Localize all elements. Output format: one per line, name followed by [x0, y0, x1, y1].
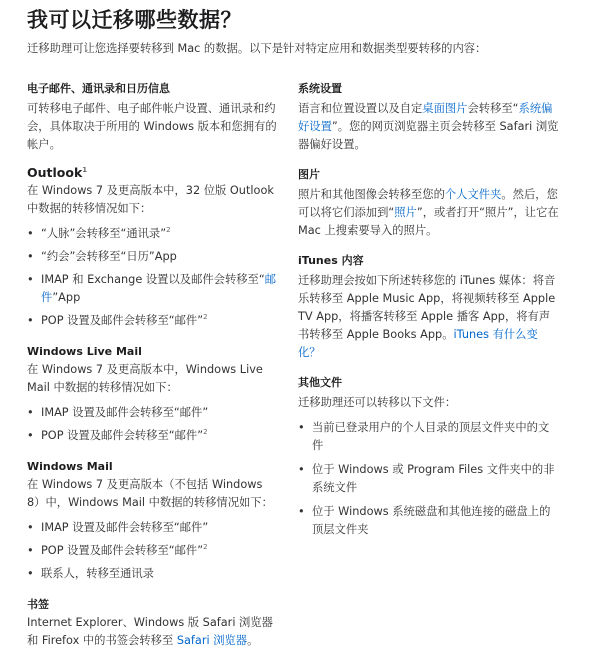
list-item-text: POP 设置及邮件会转移至“邮件” [41, 314, 204, 327]
windows-mail-text: 在 Windows 7 及更高版本（不包括 Windows 8）中，Windows Mail 中数据的转移情况如下： [27, 478, 273, 509]
section-system-settings [298, 80, 560, 154]
list-item-text: POP 设置及邮件会转移至“邮件” [41, 429, 204, 442]
list-item [27, 565, 277, 583]
list-item-text: POP 设置及邮件会转移至“邮件” [41, 544, 204, 557]
intro-text: 迁移助理可让您选择要转移到 Mac 的数据。以下是针对特定应用和数据类型要转移的内容： [27, 42, 487, 55]
text-part: 。然后，您可以将它们添加到“ [298, 188, 558, 219]
bookmarks-text [27, 614, 277, 650]
list-item [27, 225, 277, 243]
list-item-text: IMAP 设置及邮件会转移至“邮件” [41, 406, 209, 419]
safari-link[interactable]: Safari 浏览器 [176, 634, 248, 647]
email-text: 可转移电子邮件、电子邮件帐户设置、通讯录和约会，具体取决于所用的 Windows 版本和您拥有的帐户。 [27, 102, 277, 151]
text-part: 照片和其他图像会转移至您的 [298, 188, 445, 201]
list-item [298, 419, 560, 455]
footnote-mark: 2 [203, 543, 208, 552]
photos-link[interactable]: 照片 [394, 206, 417, 219]
footnote-mark: 2 [166, 226, 171, 235]
outlook-list [27, 225, 277, 330]
text-part: 语言和位置设置以及自定 [298, 102, 423, 115]
live-mail-list [27, 404, 277, 445]
list-item [27, 519, 277, 537]
list-item-text: 位于 Windows 系统磁盘和其他连接的磁盘上的顶层文件夹 [312, 505, 551, 536]
footnote-mark: 2 [203, 428, 208, 437]
section-pictures [298, 166, 560, 240]
section-windows-mail [27, 458, 277, 583]
list-item [27, 312, 277, 330]
list-item-text: 位于 Windows 或 Program Files 文件夹中的非系统文件 [312, 463, 555, 494]
list-item [298, 503, 560, 539]
list-item-text: 联系人，转移至通讯录 [41, 567, 154, 580]
list-item [27, 404, 277, 422]
outlook-text: 在 Windows 7 及更高版本中，32 位版 Outlook 中数据的转移情况如下： [27, 184, 274, 215]
list-item [27, 542, 277, 560]
live-mail-heading: Windows Live Mail [27, 345, 142, 358]
list-item-text: 当前已登录用户的个人目录的顶层文件夹中的文件 [312, 421, 550, 452]
list-item-text: IMAP 和 Exchange 设置以及邮件会转移至“ [41, 273, 265, 286]
section-itunes [298, 252, 560, 362]
left-column [27, 80, 277, 650]
bookmarks-text-pre: Internet Explorer、Windows 版 Safari 浏览器和 Firefox 中的书签会转移至 [27, 616, 273, 647]
other-files-list [298, 419, 560, 539]
email-heading: 电子邮件、通讯录和日历信息 [27, 82, 170, 95]
other-files-heading: 其他文件 [298, 376, 342, 389]
text-part: 会转移至“ [467, 102, 519, 115]
footnote-mark: 2 [203, 313, 208, 322]
list-item-text: ”App [52, 291, 81, 304]
pictures-heading: 图片 [298, 168, 320, 181]
section-bookmarks [27, 596, 277, 650]
bookmarks-text-post: 。 [247, 634, 259, 647]
section-other-files [298, 374, 560, 539]
right-column [298, 80, 560, 539]
pictures-text [298, 186, 560, 240]
system-settings-heading: 系统设置 [298, 82, 342, 95]
itunes-text [298, 272, 560, 362]
itunes-changes-link[interactable]: iTunes 有什么变化？ [298, 328, 538, 359]
list-item [298, 461, 560, 497]
list-item [27, 271, 277, 307]
mail-app-link[interactable]: 邮件 [41, 273, 277, 304]
windows-mail-list [27, 519, 277, 583]
list-item [27, 248, 277, 266]
section-outlook [27, 164, 277, 330]
list-item-text: “人脉”会转移至“通讯录” [41, 227, 167, 240]
outlook-footnote: 1 [82, 165, 88, 174]
section-email [27, 80, 277, 154]
system-preferences-link[interactable]: 系统偏好设置 [298, 102, 553, 133]
desktop-picture-link[interactable]: 桌面图片 [422, 102, 468, 115]
list-item-text: “约会”会转移至“日历”App [41, 250, 177, 263]
itunes-heading: iTunes 内容 [298, 254, 364, 267]
live-mail-text: 在 Windows 7 及更高版本中，Windows Live Mail 中数据的转移情况如下： [27, 363, 263, 394]
itunes-text-body: 迁移助理会按如下所述转移您的 iTunes 媒体：将音乐转移至 Apple Music App，将视频转移至 Apple TV App，将播客转移至 Apple 播客 App，将有声书转移至 Apple Books App。 [298, 274, 556, 341]
home-folder-link[interactable]: 个人文件夹 [444, 188, 502, 201]
text-part: ”。您的网页浏览器主页会转移至 Safari 浏览器偏好设置。 [298, 120, 559, 151]
other-files-text: 迁移助理还可以转移以下文件： [298, 396, 457, 409]
bookmarks-heading: 书签 [27, 598, 49, 611]
system-settings-text [298, 100, 560, 154]
text-part: ”，或者打开“照片”，让它在 Mac 上搜索要导入的照片。 [298, 206, 559, 237]
list-item [27, 427, 277, 445]
outlook-heading [27, 164, 277, 182]
section-live-mail [27, 343, 277, 445]
outlook-heading-text: Outlook [27, 165, 83, 180]
page-title: 我可以迁移哪些数据？ [27, 8, 242, 32]
list-item-text: IMAP 设置及邮件会转移至“邮件” [41, 521, 209, 534]
windows-mail-heading: Windows Mail [27, 460, 113, 473]
